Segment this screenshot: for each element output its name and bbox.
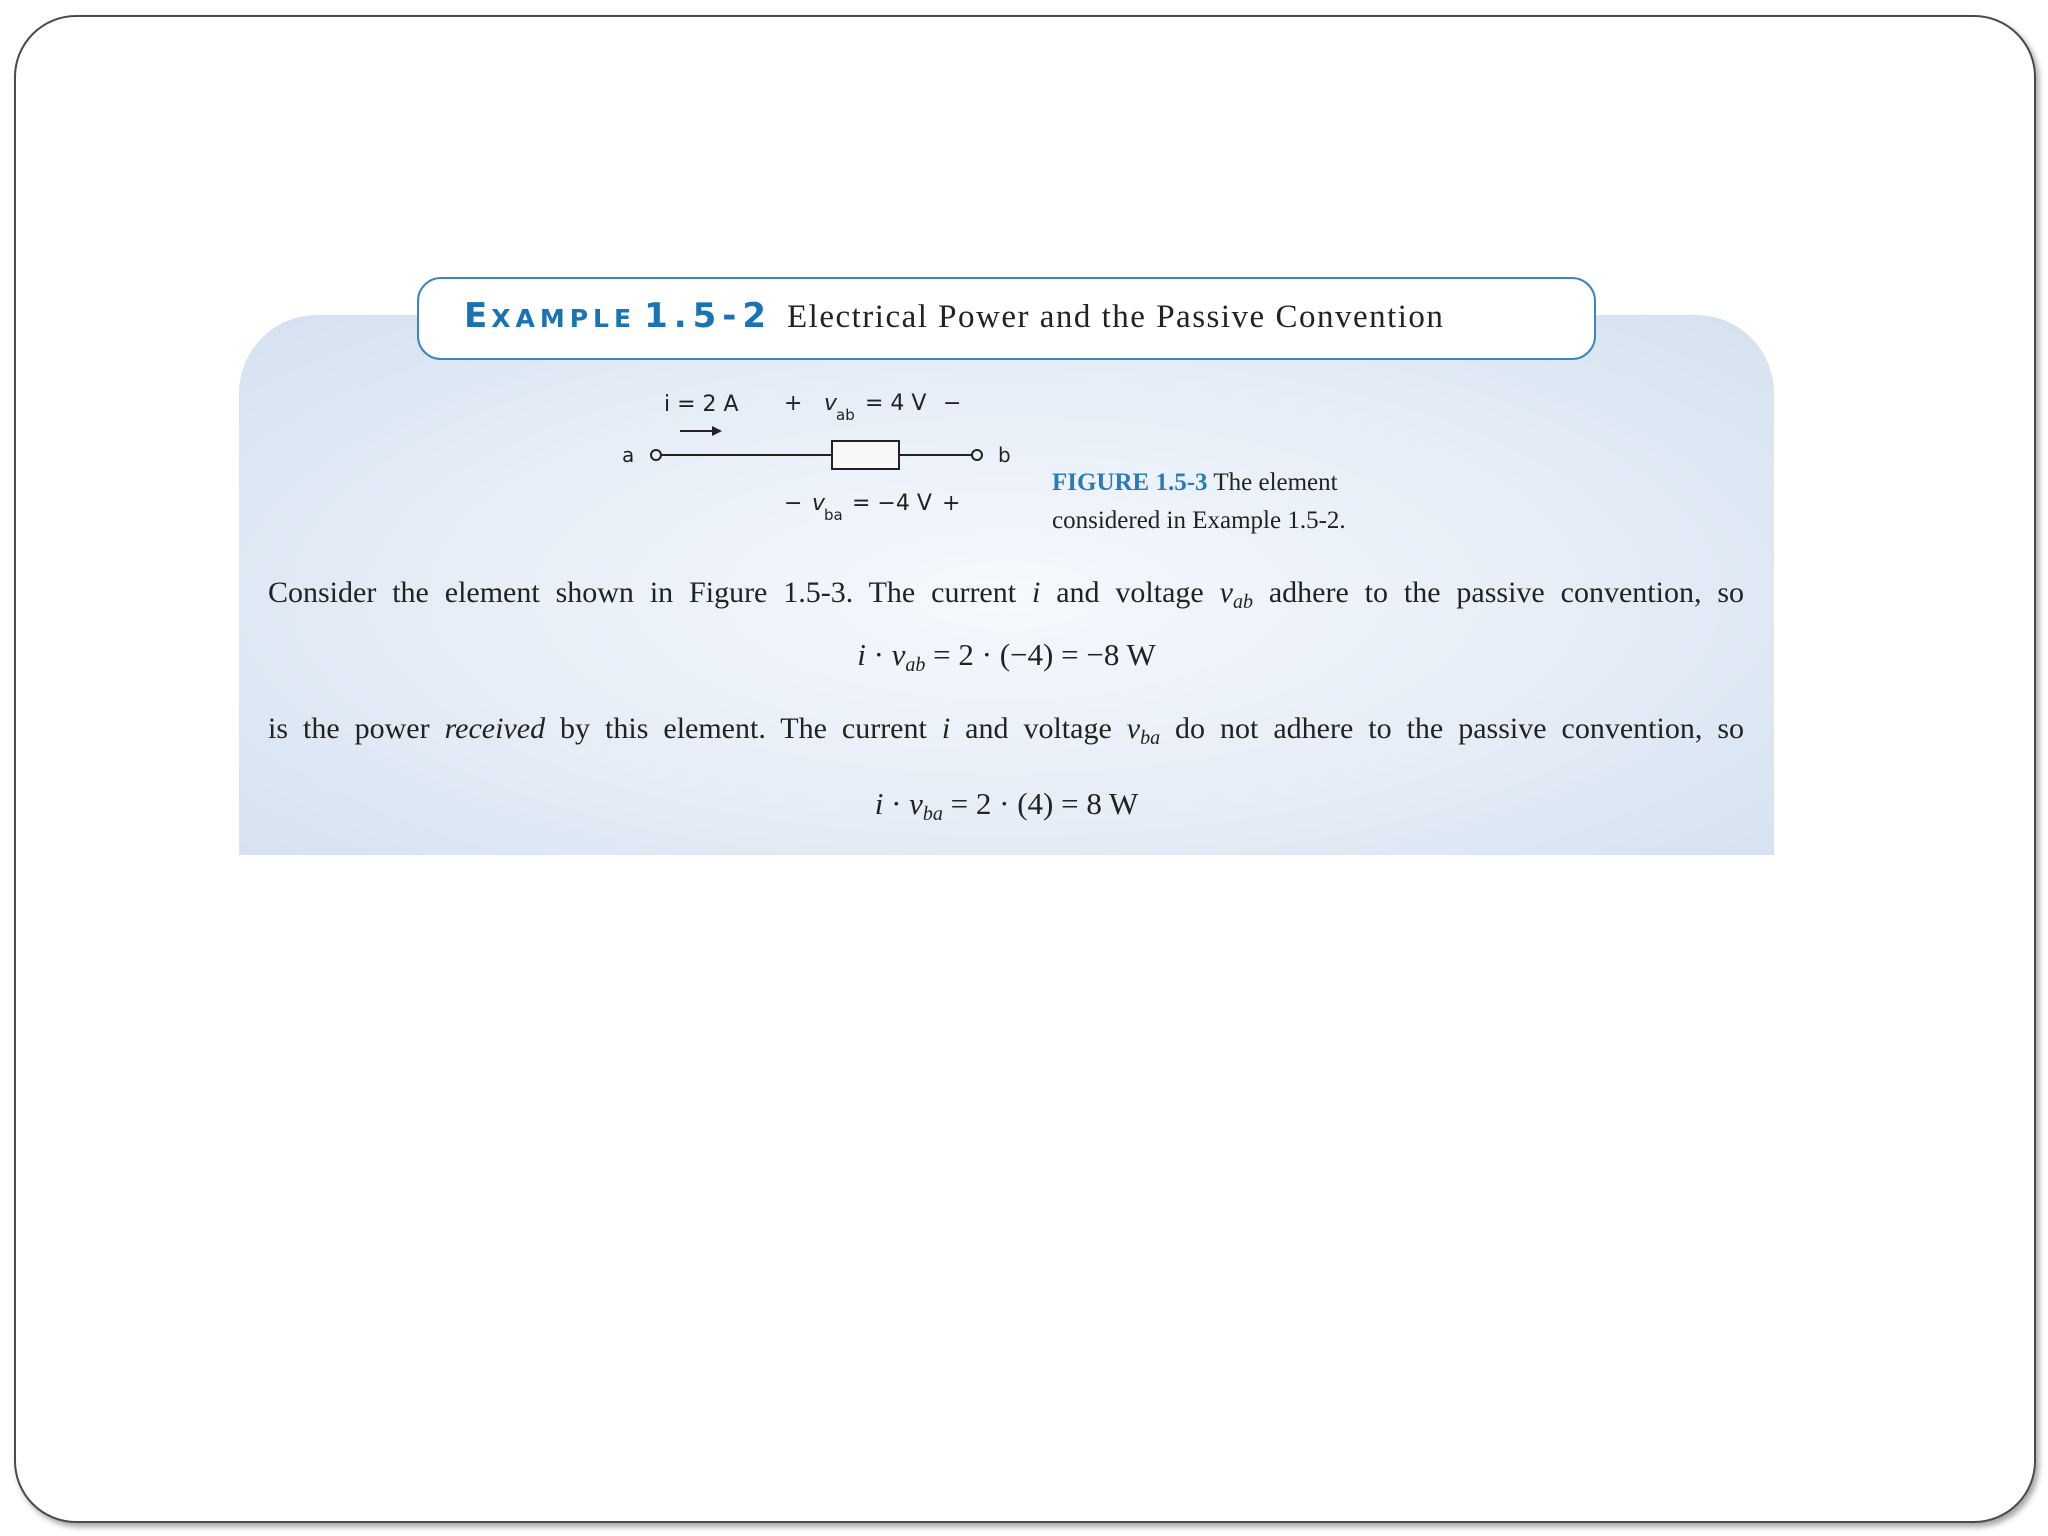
p1-voltage-symbol: v — [1219, 576, 1233, 609]
example-label — [464, 296, 772, 336]
node-a-label: a — [622, 443, 635, 467]
caption-line-2: considered in Example 1.5-2. — [1052, 507, 1346, 534]
circuit-element-figure — [600, 375, 1020, 535]
p2-mid-1: by this element. The current — [545, 712, 942, 745]
vba-value: = −4 V — [852, 491, 932, 516]
eq1-dot: · — [865, 637, 892, 672]
p2-voltage-symbol: v — [1126, 712, 1141, 745]
paragraph-2 — [268, 712, 1744, 750]
vba-minus: − — [784, 491, 803, 516]
node-b-label: b — [998, 443, 1011, 467]
p1-current-symbol: i — [1031, 576, 1041, 609]
p2-mid-2: and voltage — [950, 712, 1127, 745]
example-label-rest: XAMPLE — [491, 304, 637, 333]
vab-value: = 4 V — [865, 391, 927, 416]
eq1-current-symbol: i — [857, 637, 866, 672]
vba-symbol: v — [812, 491, 826, 516]
eq2-voltage-subscript: ba — [922, 803, 943, 825]
p1-voltage-subscript: ab — [1232, 591, 1253, 613]
terminal-b — [972, 450, 982, 460]
p1-start: Consider the element shown in Figure 1.5-3. The current — [268, 576, 1032, 609]
caption-line-1: The element — [1207, 469, 1338, 496]
example-header — [417, 277, 1596, 360]
figure-caption — [1052, 464, 1346, 540]
current-label: i = 2 A — [664, 392, 739, 417]
eq2-rest: = 2 · (4) = 8 W — [942, 786, 1139, 821]
vab-minus: − — [943, 391, 962, 416]
eq2-dot: · — [883, 786, 910, 821]
vba-subscript: ba — [824, 506, 843, 524]
element-box — [832, 441, 899, 469]
vab-plus: + — [784, 391, 803, 416]
eq1-voltage-subscript: ab — [905, 654, 926, 676]
vab-subscript: ab — [836, 406, 855, 424]
vab-symbol: v — [824, 391, 838, 416]
equation-2 — [239, 786, 1774, 826]
p2-received: received — [444, 712, 546, 745]
p2-current-symbol: i — [941, 712, 951, 745]
p2-end: do not adhere to the passive convention, so — [1160, 712, 1744, 745]
equation-1 — [239, 637, 1774, 677]
eq2-current-symbol: i — [874, 786, 884, 821]
p2-start: is the power — [268, 712, 445, 745]
example-title: Electrical Power and the Passive Convention — [787, 299, 1445, 335]
eq1-voltage-symbol: v — [891, 637, 906, 672]
eq1-rest: = 2 · (−4) = −8 W — [925, 637, 1156, 672]
terminal-a — [651, 450, 661, 460]
eq2-voltage-symbol: v — [909, 786, 923, 821]
p1-mid: and voltage — [1040, 576, 1220, 609]
figure-number: FIGURE 1.5-3 — [1052, 469, 1208, 496]
vba-plus: + — [942, 491, 961, 516]
paragraph-1 — [268, 576, 1744, 614]
p2-voltage-subscript: ba — [1140, 727, 1161, 749]
example-number: 1.5-2 — [644, 296, 773, 336]
example-label-first: E — [464, 296, 492, 336]
p1-end: adhere to the passive convention, so — [1252, 576, 1745, 609]
current-arrow-head — [712, 426, 722, 436]
